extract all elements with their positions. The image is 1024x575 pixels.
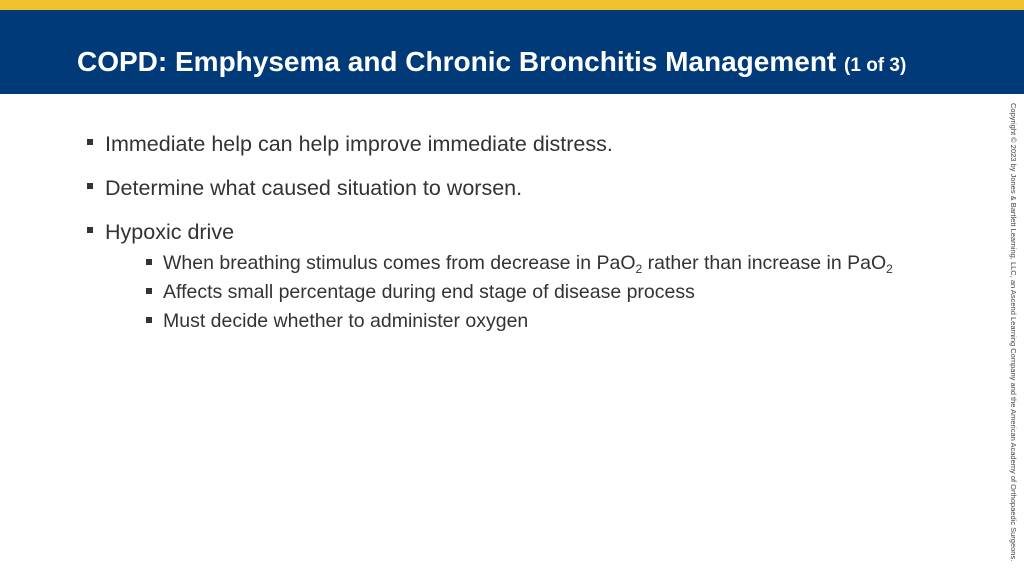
sub-bullet-text [163,252,893,274]
square-bullet-icon [87,183,93,189]
square-bullet-icon [87,139,93,145]
sub-bullet-list [105,250,965,334]
sub-bullet-item [105,279,965,305]
bullet-item [85,174,965,202]
sub-bullet-text-part: rather than increase in PaO [642,252,887,274]
square-bullet-icon [146,317,152,323]
square-bullet-icon [87,227,93,233]
bullet-item [85,130,965,158]
title-bar [0,10,1024,94]
bullet-text: Hypoxic drive [105,220,235,244]
square-bullet-icon [146,288,152,294]
sub-bullet-item [105,308,965,334]
sub-bullet-item [105,250,965,276]
copyright-notice: Copyright © 2023 by Jones & Bartlett Learning, LLC, an Ascend Learning Company and the American Academy of Orthopaedic Surgeons. [1009,103,1018,562]
slide-title [77,46,906,78]
square-bullet-icon [146,259,152,265]
sub-bullet-text: Must decide whether to administer oxygen [163,310,529,332]
top-accent-stripe [0,0,1024,10]
sub-bullet-text-part: When breathing stimulus comes from decrease in PaO [163,252,636,274]
bullet-list [85,130,965,350]
slide-title-part-indicator: (1 of 3) [844,55,907,76]
slide-title-text: COPD: Emphysema and Chronic Bronchitis Management [77,46,837,77]
bullet-text: Immediate help can help improve immediate distress. [105,132,613,156]
subscript: 2 [635,262,643,276]
subscript: 2 [886,262,893,276]
sub-bullet-text: Affects small percentage during end stage of disease process [163,281,695,303]
bullet-text: Determine what caused situation to worsen. [105,176,523,200]
bullet-item [85,218,965,334]
